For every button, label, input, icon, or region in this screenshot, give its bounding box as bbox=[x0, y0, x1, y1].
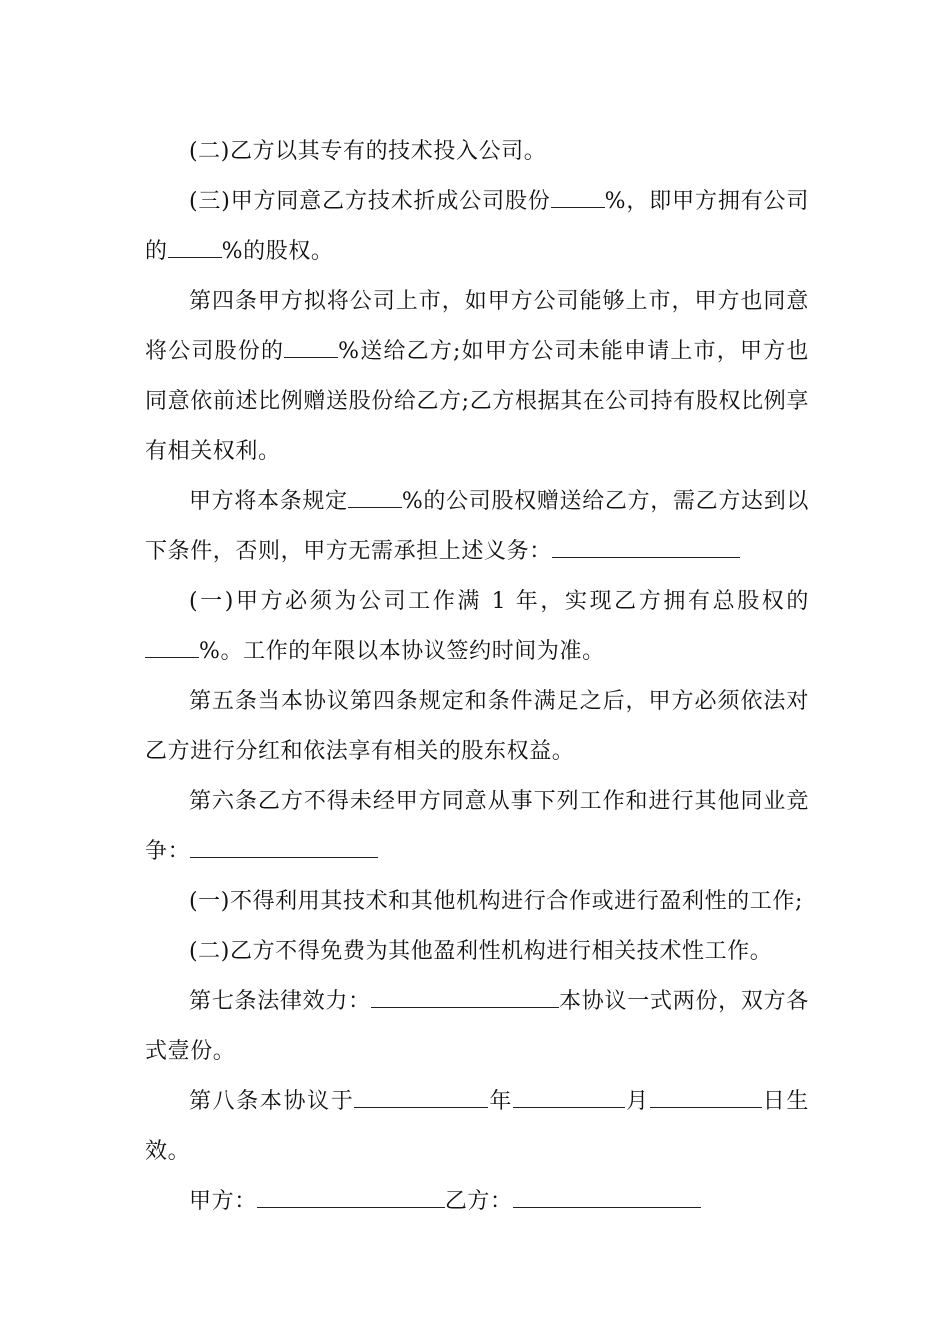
text: 乙方： bbox=[444, 1189, 513, 1214]
text: %送给乙方;如甲方公司未能申请上市，甲方也同意依前述比例赠送股份给乙方;乙方根据其在公司持有股权比例享有相关权利。 bbox=[145, 339, 809, 464]
text: 日生效。 bbox=[145, 1089, 810, 1164]
text: (二)乙方以其专有的技术投入公司。 bbox=[189, 139, 547, 164]
text: 甲方： bbox=[189, 1189, 257, 1214]
blank-line bbox=[552, 539, 740, 558]
paragraph-4 bbox=[145, 477, 809, 577]
paragraph-6 bbox=[145, 677, 809, 777]
text: (二)乙方不得免费为其他盈利性机构进行相关技术性工作。 bbox=[189, 939, 773, 964]
paragraph-3 bbox=[145, 277, 809, 477]
blank-line bbox=[551, 189, 605, 208]
blank-line bbox=[513, 1089, 625, 1108]
paragraph-5 bbox=[145, 577, 809, 677]
text: 月 bbox=[625, 1089, 650, 1114]
text: (三)甲方同意乙方技术折成公司股份 bbox=[189, 189, 551, 214]
paragraph-12 bbox=[145, 1177, 809, 1227]
text: (一)不得利用其技术和其他机构进行合作或进行盈利性的工作; bbox=[189, 889, 803, 914]
text: 第七条法律效力： bbox=[189, 989, 371, 1014]
paragraph-10 bbox=[145, 977, 809, 1077]
text: 第六条乙方不得未经甲方同意从事下列工作和进行其他同业竞争： bbox=[145, 789, 809, 864]
text: %的公司股权赠送给乙方，需乙方达到以下条件，否则，甲方无需承担上述义务： bbox=[145, 489, 809, 564]
paragraph-1 bbox=[145, 127, 809, 177]
blank-line bbox=[145, 639, 199, 658]
blank-line bbox=[348, 489, 402, 508]
text: 第五条当本协议第四条规定和条件满足之后，甲方必须依法对乙方进行分红和依法享有相关的股东权益。 bbox=[145, 689, 809, 764]
blank-line bbox=[371, 989, 559, 1008]
blank-line bbox=[257, 1189, 445, 1208]
blank-line bbox=[190, 839, 378, 858]
text: (一)甲方必须为公司工作满 1 年，实现乙方拥有总股权的 bbox=[189, 589, 809, 614]
text: 年 bbox=[488, 1089, 514, 1114]
paragraph-11 bbox=[145, 1077, 809, 1177]
paragraph-8 bbox=[145, 877, 809, 927]
blank-line bbox=[650, 1089, 762, 1108]
paragraph-9 bbox=[145, 927, 809, 977]
paragraph-2 bbox=[145, 177, 809, 277]
paragraph-7 bbox=[145, 777, 809, 877]
text: %。工作的年限以本协议签约时间为准。 bbox=[199, 639, 605, 664]
blank-line bbox=[354, 1089, 488, 1108]
document-body bbox=[145, 127, 809, 1227]
text: 第八条本协议于 bbox=[189, 1089, 355, 1114]
blank-line bbox=[513, 1189, 701, 1208]
text: %，即甲方拥有公司的 bbox=[145, 189, 809, 264]
text: 甲方将本条规定 bbox=[189, 489, 348, 514]
text: 第四条甲方拟将公司上市，如甲方公司能够上市，甲方也同意将公司股份的 bbox=[145, 289, 809, 364]
blank-line bbox=[168, 239, 222, 258]
blank-line bbox=[284, 339, 338, 358]
text: %的股权。 bbox=[221, 239, 334, 264]
text: 本协议一式两份，双方各式壹份。 bbox=[145, 989, 809, 1064]
